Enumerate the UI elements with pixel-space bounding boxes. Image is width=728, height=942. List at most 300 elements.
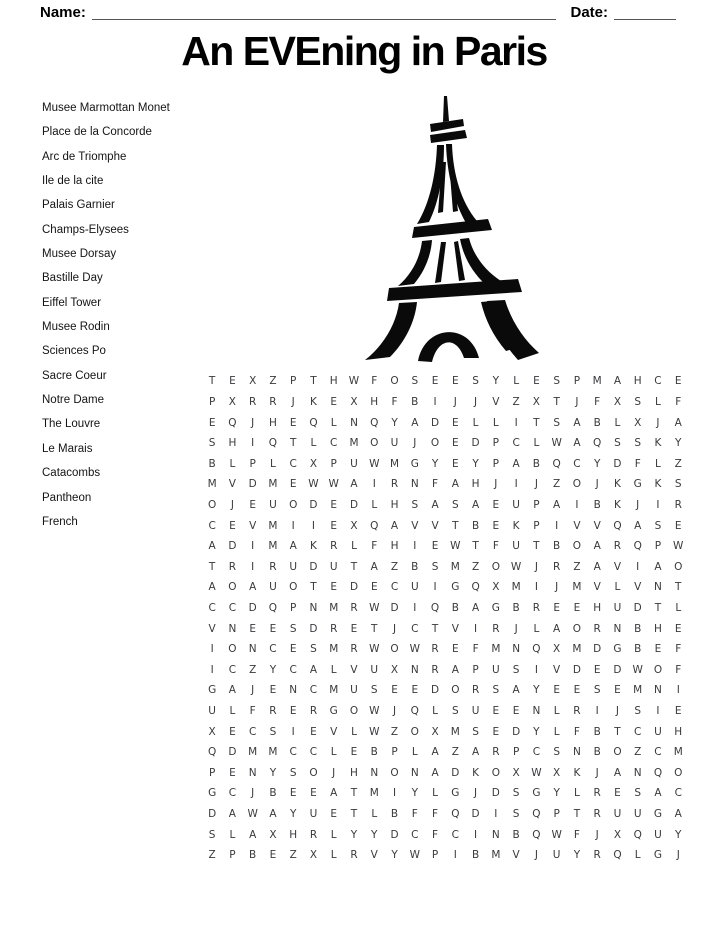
grid-cell: A	[654, 787, 662, 800]
grid-cell: L	[330, 828, 337, 841]
grid-cell: R	[593, 622, 601, 635]
grid-cell: A	[593, 560, 601, 573]
grid-cell: X	[553, 766, 561, 779]
grid-cell: Z	[390, 725, 399, 738]
grid-cell: O	[430, 437, 440, 450]
grid-cell: L	[411, 746, 418, 759]
grid-cell: O	[390, 375, 399, 388]
grid-cell: W	[348, 375, 360, 388]
grid-cell: A	[512, 457, 520, 470]
grid-cell: M	[450, 560, 460, 573]
grid-cell: L	[371, 498, 378, 511]
grid-cell: E	[289, 416, 297, 429]
grid-cell: L	[229, 457, 236, 470]
grid-cell: U	[654, 828, 662, 841]
grid-cell: F	[573, 725, 580, 738]
grid-cell: S	[431, 560, 439, 573]
grid-cell: E	[350, 746, 358, 759]
grid-cell: O	[289, 498, 298, 511]
grid-cell: U	[410, 581, 419, 594]
grid-cell: J	[676, 849, 680, 862]
grid-cell: U	[512, 540, 520, 553]
grid-cell: U	[309, 808, 318, 821]
grid-cell: E	[452, 375, 459, 388]
grid-cell: B	[249, 849, 257, 862]
grid-cell: E	[310, 725, 317, 738]
grid-cell: E	[289, 478, 297, 491]
grid-cell: Q	[228, 416, 237, 429]
grid-cell: Q	[430, 602, 440, 614]
grid-cell: L	[330, 663, 337, 676]
grid-cell: I	[433, 395, 437, 408]
grid-cell: I	[676, 684, 680, 697]
grid-cell: P	[512, 746, 520, 759]
grid-cell: J	[534, 849, 538, 862]
grid-cell: D	[349, 498, 359, 511]
grid-cell: L	[634, 849, 641, 862]
grid-cell: Y	[593, 457, 601, 470]
grid-cell: L	[513, 375, 520, 388]
grid-cell: B	[471, 519, 480, 532]
grid-cell: E	[411, 684, 419, 697]
grid-cell: I	[210, 643, 214, 656]
grid-cell: I	[656, 498, 660, 511]
grid-cell: G	[208, 787, 217, 800]
grid-cell: S	[411, 498, 419, 511]
grid-cell: A	[350, 478, 358, 491]
grid-cell: V	[573, 519, 581, 532]
grid-cell: Q	[268, 602, 278, 614]
grid-cell: P	[492, 437, 500, 450]
grid-cell: D	[512, 725, 521, 738]
grid-cell: Q	[370, 416, 379, 429]
grid-cell: I	[291, 725, 295, 738]
grid-cell: C	[208, 519, 216, 532]
grid-cell: P	[553, 808, 560, 821]
grid-cell: F	[432, 828, 439, 841]
grid-cell: D	[349, 581, 359, 594]
grid-cell: Y	[269, 663, 277, 676]
grid-cell: E	[512, 705, 520, 718]
grid-cell: S	[289, 766, 297, 779]
grid-cell: J	[636, 498, 640, 511]
grid-cell: B	[593, 725, 601, 738]
grid-cell: N	[654, 684, 662, 697]
grid-cell: T	[431, 622, 439, 635]
grid-cell: E	[330, 498, 338, 511]
grid-cell: Z	[249, 663, 257, 676]
grid-cell: E	[289, 643, 297, 656]
grid-cell: E	[269, 622, 277, 635]
grid-cell: S	[634, 437, 642, 450]
grid-cell: J	[595, 766, 599, 779]
grid-cell: R	[330, 540, 338, 553]
grid-cell: I	[494, 808, 498, 821]
grid-cell: P	[208, 395, 216, 408]
grid-cell: I	[311, 519, 316, 532]
grid-cell: T	[472, 540, 479, 553]
grid-cell: E	[249, 498, 256, 511]
grid-cell: D	[390, 828, 399, 841]
grid-cell: R	[350, 849, 358, 862]
grid-cell: R	[309, 705, 318, 718]
grid-cell: L	[614, 416, 621, 429]
grid-cell: S	[411, 375, 419, 388]
grid-cell: I	[210, 663, 214, 676]
grid-cell: H	[674, 725, 683, 738]
grid-cell: A	[634, 519, 642, 532]
grid-cell: S	[614, 437, 621, 450]
grid-cell: E	[674, 622, 682, 635]
grid-cell: S	[634, 395, 642, 408]
grid-cell: Y	[391, 416, 398, 429]
grid-cell: J	[534, 560, 538, 573]
grid-cell: E	[573, 684, 581, 697]
grid-cell: L	[655, 457, 661, 470]
grid-cell: X	[492, 581, 500, 594]
grid-cell: X	[512, 766, 520, 779]
grid-cell: I	[534, 663, 538, 676]
grid-cell: F	[492, 540, 499, 553]
grid-cell: P	[391, 746, 398, 759]
grid-cell: A	[451, 478, 459, 491]
grid-cell: L	[351, 725, 357, 738]
grid-cell: E	[533, 375, 540, 388]
grid-cell: E	[431, 540, 439, 553]
grid-cell: A	[390, 519, 399, 532]
grid-cell: S	[451, 498, 459, 511]
grid-cell: W	[510, 560, 522, 573]
grid-cell: X	[390, 663, 399, 676]
grid-cell: A	[208, 540, 216, 553]
grid-cell: L	[432, 705, 438, 718]
grid-cell: C	[269, 643, 277, 656]
grid-cell: Q	[471, 581, 480, 594]
grid-cell: V	[451, 622, 459, 635]
grid-cell: P	[208, 766, 216, 779]
grid-cell: Y	[269, 766, 277, 779]
grid-cell: K	[654, 478, 662, 491]
grid-cell: X	[269, 828, 277, 841]
grid-cell: K	[512, 519, 520, 532]
grid-cell: U	[269, 581, 277, 594]
grid-cell: F	[391, 395, 398, 408]
grid-cell: E	[370, 581, 378, 594]
grid-cell: E	[452, 416, 459, 429]
grid-cell: D	[593, 643, 602, 656]
grid-cell: Q	[613, 849, 622, 862]
grid-cell: S	[593, 684, 601, 697]
grid-cell: T	[654, 602, 662, 614]
grid-cell: D	[228, 540, 237, 553]
grid-cell: B	[532, 457, 540, 470]
grid-cell: M	[207, 478, 217, 491]
grid-cell: A	[553, 622, 561, 635]
grid-cell: O	[491, 766, 500, 779]
grid-cell: H	[471, 478, 480, 491]
grid-cell: H	[370, 395, 379, 408]
grid-cell: B	[634, 643, 642, 656]
grid-cell: M	[450, 725, 460, 738]
grid-cell: G	[451, 787, 460, 800]
grid-cell: M	[268, 478, 278, 491]
grid-cell: C	[532, 746, 541, 759]
grid-cell: U	[613, 808, 622, 821]
grid-cell: X	[350, 395, 358, 408]
grid-cell: J	[595, 478, 599, 491]
grid-cell: K	[573, 766, 581, 779]
grid-cell: R	[553, 560, 561, 573]
grid-cell: B	[553, 540, 561, 553]
grid-cell: U	[471, 705, 480, 718]
grid-cell: V	[228, 478, 236, 491]
grid-cell: S	[472, 725, 479, 738]
grid-cell: G	[491, 602, 500, 614]
grid-cell: E	[350, 622, 358, 635]
grid-cell: D	[431, 416, 440, 429]
grid-cell: U	[269, 498, 277, 511]
grid-cell: B	[512, 602, 520, 614]
grid-cell: L	[270, 457, 276, 470]
grid-cell: U	[512, 498, 520, 511]
grid-cell: E	[249, 622, 256, 635]
grid-cell: A	[370, 560, 378, 573]
grid-cell: A	[553, 498, 561, 511]
grid-cell: S	[208, 437, 216, 450]
grid-cell: N	[410, 478, 419, 491]
grid-cell: M	[511, 581, 521, 594]
grid-cell: D	[309, 498, 318, 511]
grid-cell: D	[208, 808, 217, 821]
grid-cell: G	[633, 478, 642, 491]
grid-cell: M	[349, 437, 359, 450]
grid-cell: G	[653, 849, 663, 862]
grid-cell: R	[593, 808, 601, 821]
grid-cell: G	[532, 787, 541, 800]
grid-cell: S	[654, 519, 662, 532]
grid-cell: H	[228, 437, 237, 450]
grid-cell: C	[573, 457, 581, 470]
grid-cell: P	[229, 849, 236, 862]
word-list-item: Notre Dame	[42, 394, 104, 407]
grid-cell: S	[512, 808, 520, 821]
grid-cell: I	[575, 498, 579, 511]
grid-cell: W	[369, 602, 380, 614]
grid-cell: S	[370, 684, 378, 697]
grid-cell: A	[471, 602, 480, 614]
grid-cell: B	[390, 808, 399, 821]
grid-cell: L	[614, 581, 621, 594]
grid-cell: L	[655, 395, 661, 408]
grid-cell: R	[228, 560, 237, 573]
grid-cell: B	[593, 746, 601, 759]
grid-cell: B	[593, 498, 601, 511]
grid-cell: E	[391, 684, 398, 697]
word-list-item: The Louvre	[42, 418, 101, 431]
grid-cell: J	[392, 705, 397, 718]
grid-cell: Y	[675, 437, 682, 450]
grid-cell: M	[268, 540, 278, 553]
grid-cell: C	[512, 437, 520, 450]
grid-cell: Q	[208, 746, 217, 759]
grid-cell: X	[613, 828, 622, 841]
grid-cell: X	[553, 643, 561, 656]
grid-cell: P	[431, 849, 439, 862]
grid-cell: C	[228, 663, 237, 676]
grid-cell: Z	[269, 375, 277, 388]
grid-cell: F	[675, 663, 682, 676]
grid-cell: S	[512, 663, 520, 676]
grid-cell: E	[289, 787, 297, 800]
grid-cell: P	[654, 540, 662, 553]
word-list-item: Musee Marmottan Monet	[42, 102, 170, 114]
grid-cell: O	[653, 663, 663, 676]
grid-cell: G	[208, 684, 217, 697]
grid-cell: S	[674, 478, 682, 491]
grid-cell: U	[370, 663, 379, 676]
grid-cell: B	[471, 849, 480, 862]
grid-cell: L	[351, 540, 357, 553]
grid-cell: C	[411, 828, 419, 841]
grid-cell: J	[615, 705, 619, 718]
grid-cell: D	[248, 478, 257, 491]
grid-cell: V	[512, 849, 520, 862]
grid-cell: A	[431, 498, 439, 511]
grid-cell: Y	[391, 849, 398, 862]
grid-cell: C	[451, 828, 459, 841]
grid-cell: Q	[532, 828, 541, 841]
grid-cell: O	[410, 725, 419, 738]
grid-cell: Q	[633, 540, 642, 553]
grid-cell: S	[553, 416, 560, 429]
grid-cell: Z	[390, 560, 399, 573]
grid-cell: N	[370, 766, 379, 779]
grid-cell: I	[433, 581, 437, 594]
grid-cell: A	[289, 540, 297, 553]
grid-cell: S	[492, 684, 500, 697]
grid-cell: V	[553, 663, 561, 676]
grid-cell: U	[390, 437, 399, 450]
grid-cell: Y	[675, 828, 682, 841]
grid-cell: A	[249, 828, 257, 841]
grid-cell: Q	[552, 457, 561, 470]
page-title: An EVEning in Paris	[181, 28, 547, 74]
grid-cell: N	[248, 766, 257, 779]
grid-cell: B	[411, 560, 419, 573]
word-list-item: Champs-Elysees	[42, 223, 129, 236]
grid-cell: O	[309, 766, 318, 779]
grid-cell: H	[593, 602, 602, 614]
grid-cell: S	[634, 787, 642, 800]
grid-cell: I	[514, 478, 518, 491]
grid-cell: J	[251, 787, 255, 800]
grid-cell: W	[369, 457, 380, 470]
grid-cell: E	[310, 787, 317, 800]
grid-cell: S	[289, 622, 297, 635]
grid-cell: I	[534, 581, 538, 594]
grid-cell: W	[369, 725, 380, 738]
grid-cell: N	[572, 746, 581, 759]
grid-cell: W	[551, 437, 562, 450]
grid-cell: Y	[371, 828, 378, 841]
grid-cell: H	[390, 498, 399, 511]
grid-cell: U	[350, 457, 358, 470]
grid-cell: G	[329, 705, 338, 718]
word-list-item: Eiffel Tower	[42, 296, 102, 309]
grid-cell: K	[614, 478, 621, 491]
grid-cell: E	[452, 437, 459, 450]
grid-cell: F	[594, 395, 601, 408]
grid-cell: X	[532, 395, 540, 408]
grid-cell: G	[451, 581, 460, 594]
grid-cell: S	[208, 828, 216, 841]
grid-cell: B	[451, 602, 459, 614]
grid-cell: B	[634, 622, 642, 635]
grid-cell: K	[310, 540, 317, 553]
grid-cell: E	[289, 705, 297, 718]
grid-cell: R	[390, 478, 399, 491]
grid-cell: U	[350, 684, 358, 697]
grid-cell: L	[432, 787, 438, 800]
grid-cell: D	[309, 622, 318, 635]
grid-cell: Y	[553, 787, 560, 800]
grid-cell: H	[329, 375, 338, 388]
grid-cell: E	[269, 849, 277, 862]
grid-cell: E	[614, 787, 621, 800]
grid-cell: B	[593, 416, 601, 429]
grid-cell: C	[289, 457, 297, 470]
grid-cell: B	[208, 457, 216, 470]
grid-cell: J	[474, 787, 478, 800]
grid-cell: C	[390, 581, 399, 594]
grid-cell: R	[431, 643, 439, 656]
grid-cell: V	[431, 519, 439, 532]
grid-cell: A	[471, 498, 480, 511]
grid-cell: T	[553, 395, 560, 408]
grid-cell: V	[350, 663, 358, 676]
grid-cell: A	[228, 684, 236, 697]
grid-cell: U	[289, 560, 298, 573]
grid-cell: L	[553, 725, 560, 738]
grid-cell: T	[533, 540, 540, 553]
grid-cell: T	[533, 416, 540, 429]
grid-cell: T	[350, 787, 358, 800]
grid-cell: L	[675, 602, 682, 614]
grid-cell: F	[432, 808, 439, 821]
word-list-item: Musee Rodin	[42, 321, 110, 334]
grid-cell: E	[229, 725, 236, 738]
grid-cell: B	[370, 746, 378, 759]
grid-cell: H	[633, 375, 642, 388]
grid-cell: E	[492, 519, 500, 532]
grid-cell: K	[654, 437, 662, 450]
grid-cell: J	[474, 395, 478, 408]
grid-cell: A	[654, 560, 662, 573]
grid-cell: O	[572, 540, 582, 553]
grid-cell: V	[249, 519, 257, 532]
grid-cell: D	[390, 602, 399, 614]
grid-cell: Y	[573, 849, 581, 862]
grid-cell: F	[432, 478, 439, 491]
grid-cell: M	[369, 787, 379, 800]
grid-cell: O	[451, 684, 460, 697]
grid-cell: J	[453, 395, 457, 408]
grid-cell: X	[309, 457, 318, 470]
grid-cell: E	[330, 519, 338, 532]
word-list-item: Sciences Po	[42, 345, 106, 358]
grid-cell: M	[592, 375, 602, 388]
grid-cell: I	[392, 787, 397, 800]
